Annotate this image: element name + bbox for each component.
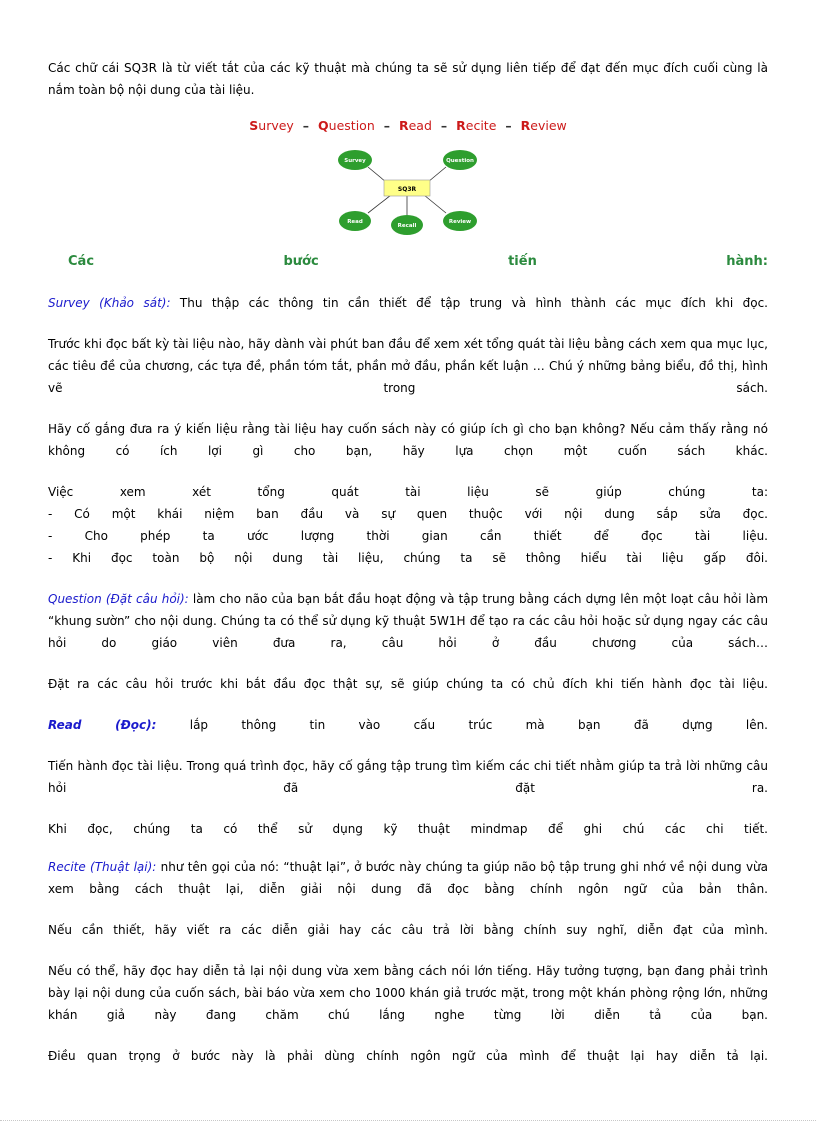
survey-p4-lead: Việc xem xét tổng quát tài liệu sẽ giúp chúng ta: [48,485,768,499]
arrow-read [368,195,391,213]
title-cap-r3: R [520,118,531,133]
recite-label: Recite (Thuật lại): [48,860,157,874]
survey-p3: Hãy cố gắng đưa ra ý kiến liệu rằng tài liệu hay cuốn sách này có giúp ích gì cho bạn không? Nếu cảm thấy rằng nó không có ích lợi gì cho bạn, hãy lựa chọn một cuốn sách khác. [48,422,768,458]
intro-paragraph: Các chữ cái SQ3R là từ viết tắt của các kỹ thuật mà chúng ta sẽ sử dụng liên tiếp để đạt đến mục đích cuối cùng là nắm toàn bộ nội dung của tài liệu. [48,61,768,97]
node-recall-label: Recall [397,223,417,229]
question-text: làm cho não của bạn bắt đầu hoạt động và tập trung bằng cách dựng lên một loạt câu hỏi làm “khung sườn” cho nội dung. Chúng ta có thể sử dụng kỹ thuật 5W1H để tạo ra các câu hỏi hoặc sử dụng ngay các câu hỏi do giáo viên đưa ra, câu hỏi ở đầu chương của sách… [48,592,769,650]
read-p2: Tiến hành đọc tài liệu. Trong quá trình đọc, hãy cố gắng tập trung tìm kiếm các chi tiết nhằm giúp ta trả lời những câu hỏi đã đặt ra. [48,759,768,795]
sq3r-title [48,115,768,137]
recite-p3: Nếu có thể, hãy đọc hay diễn tả lại nội dung vừa xem bằng cách nói lớn tiếng. Hãy tưởng tượng, bạn đang phải trình bày lại nội dung của cuốn sách, bài báo vừa xem cho 1000 khán giả trước mặt, trong một khán phòng rộng lớn, những khán giả này đang chăm chú lắng nghe từng lời diễn tả của bạn. [48,964,768,1022]
question-paragraph [48,588,768,654]
survey-paragraph [48,292,768,314]
recite-text: như tên gọi của nó: “thuật lại”, ở bước này chúng ta giúp não bộ tập trung ghi nhớ về nội dung vừa xem bằng cách thuật lại, diễn giải nội dung đã đọc bằng chính ngôn ngữ của bản thân. [48,860,769,896]
title-rest-read: ead [408,118,432,133]
title-dash: – [302,118,310,133]
sq3r-diagram [338,145,478,237]
title-dash: – [505,118,512,133]
title-cap-r1: R [398,118,409,133]
title-rest-review: eview [530,118,567,133]
title-dash: – [440,118,448,133]
center-label: SQ3R [397,186,417,193]
read-p3: Khi đọc, chúng ta có thể sử dụng kỹ thuật mindmap để ghi chú các chi tiết. [48,822,768,836]
title-cap-s: S [249,118,259,133]
survey-label: Survey (Khảo sát): [48,296,171,310]
read-paragraph [48,714,768,736]
page-bottom-divider [0,1120,816,1121]
node-read-label: Read [347,219,363,225]
title-rest-recite: ecite [465,118,497,133]
survey-text: Thu thập các thông tin cần thiết để tập trung và hình thành các mục đích khi đọc. [170,296,768,310]
title-rest-question: uestion [328,118,375,133]
node-question-label: Question [446,158,474,164]
arrow-review [424,195,446,213]
read-label: Read (Đọc): [48,718,157,732]
title-cap-r2: R [456,118,466,133]
question-label: Question (Đặt câu hỏi): [48,592,189,606]
arrow-survey [368,167,386,182]
node-survey-label: Survey [344,158,366,164]
survey-bullet: - Có một khái niệm ban đầu và sự quen thuộc với nội dung sắp sửa đọc. [48,507,768,521]
recite-p4: Điều quan trọng ở bước này là phải dùng chính ngôn ngữ của mình để thuật lại hay diễn tả lại. [48,1049,768,1063]
steps-heading: Các bước tiến hành: [68,254,768,269]
survey-bullet: - Khi đọc toàn bộ nội dung tài liệu, chúng ta sẽ thông hiểu tài liệu gấp đôi. [48,551,768,565]
title-cap-q: Q [318,118,329,133]
survey-p2: Trước khi đọc bất kỳ tài liệu nào, hãy dành vài phút ban đầu để xem xét tổng quát tài liệu bằng cách xem qua mục lục, các tiêu đề của chương, các tựa đề, phần tóm tắt, phần mở đầu, phần kết luận … Chú ý những bảng biểu, đồ thị, hình vẽ trong sách. [48,337,768,395]
title-dash: – [383,118,390,133]
arrow-question [428,167,446,182]
recite-paragraph [48,856,768,900]
read-text: lắp thông tin vào cấu trúc mà bạn đã dựng lên. [156,718,769,732]
survey-bullet: - Cho phép ta ước lượng thời gian cần thiết để đọc tài liệu. [48,529,768,543]
document-page [48,57,768,1067]
question-p2: Đặt ra các câu hỏi trước khi bắt đầu đọc thật sự, sẽ giúp chúng ta có chủ đích khi tiến hành đọc tài liệu. [48,677,768,691]
recite-p2: Nếu cần thiết, hãy viết ra các diễn giải hay các câu trả lời bằng chính suy nghĩ, diễn đạt của mình. [48,923,768,937]
title-rest-survey: urvey [258,118,294,133]
node-review-label: Review [448,219,472,225]
